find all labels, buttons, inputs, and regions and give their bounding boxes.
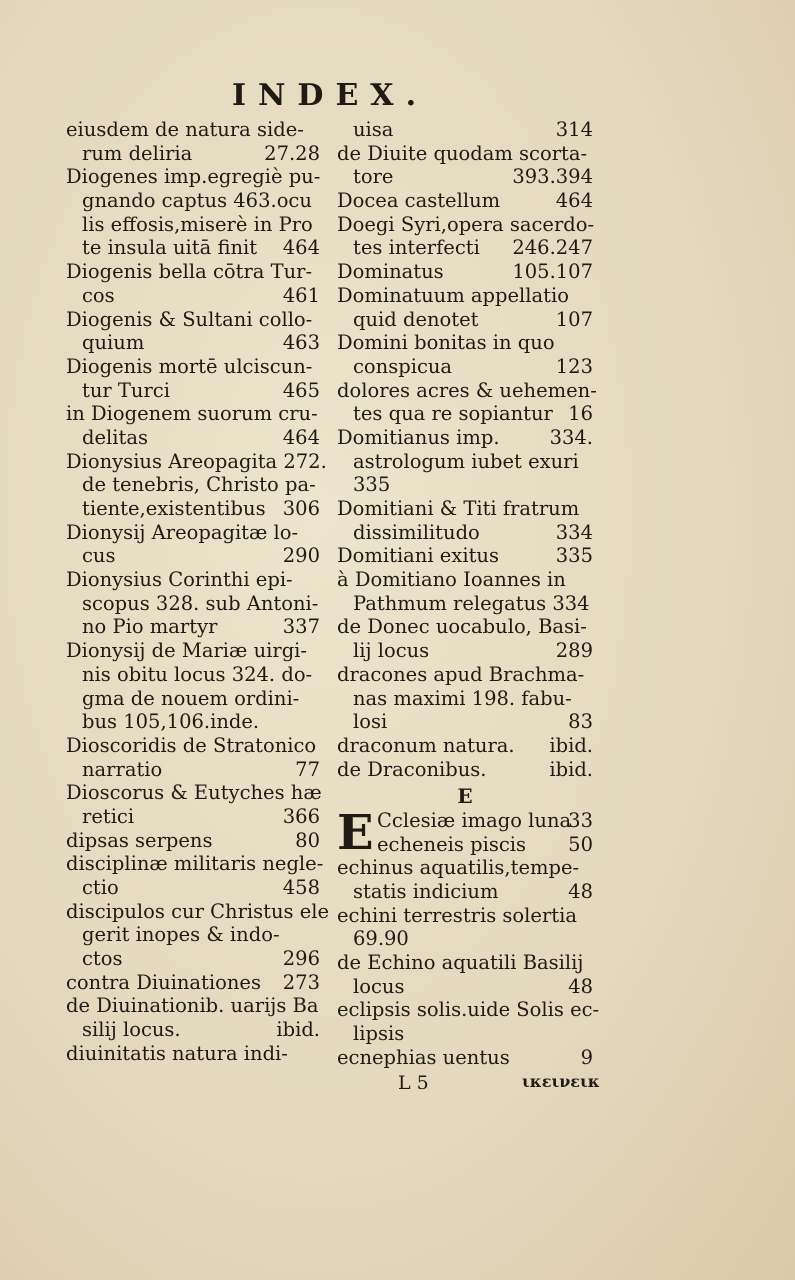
entry-text: discipulos cur Christus ele bbox=[66, 899, 330, 923]
catchword: ικεινεικ bbox=[522, 1072, 600, 1091]
index-entry-line bbox=[66, 710, 320, 734]
page-title: INDEX. bbox=[231, 78, 429, 113]
index-entry-line bbox=[337, 213, 593, 237]
index-entry-line bbox=[66, 923, 320, 947]
index-entry-line bbox=[66, 876, 320, 900]
entry-text: Diogenes imp.egregiè pu- bbox=[66, 165, 321, 189]
page-reference: ibid. bbox=[549, 733, 593, 757]
index-entry-line bbox=[66, 236, 320, 260]
index-entry-line bbox=[66, 260, 320, 284]
index-entry-line bbox=[337, 355, 593, 379]
entry-text: Domitianus imp. bbox=[337, 425, 500, 449]
index-entry-line bbox=[66, 331, 320, 355]
entry-text: echeneis piscis bbox=[377, 832, 526, 856]
entry-text: astrologum iubet exuri bbox=[353, 449, 579, 473]
index-entry-line bbox=[337, 1022, 593, 1046]
index-entry-line bbox=[66, 402, 320, 426]
entry-text: in Diogenem suorum cru- bbox=[66, 402, 318, 426]
entry-text: lipsis bbox=[353, 1022, 405, 1046]
entry-text: nis obitu locus 324. do- bbox=[82, 662, 313, 686]
entry-text: 69.90 bbox=[353, 927, 409, 951]
index-entry-line bbox=[337, 521, 593, 545]
entry-text: de tenebris, Christo pa- bbox=[82, 473, 316, 497]
index-entry-line bbox=[66, 497, 320, 521]
page-reference: 48 bbox=[568, 974, 593, 998]
index-entry-line bbox=[337, 308, 593, 332]
entry-text: te insula uitā finit bbox=[82, 236, 258, 260]
page-reference: 48 bbox=[568, 880, 593, 903]
section-letter-e: E bbox=[457, 784, 473, 809]
entry-text: conspicua bbox=[353, 354, 453, 378]
index-entry-line bbox=[337, 615, 593, 639]
index-entry-line bbox=[337, 331, 593, 355]
entry-text: Docea castellum bbox=[337, 189, 501, 213]
page-reference: 464 bbox=[555, 189, 593, 213]
index-entry-line bbox=[337, 284, 593, 308]
index-entry-line bbox=[66, 734, 320, 758]
entry-text: Dominatus bbox=[337, 260, 444, 284]
index-entry-line bbox=[337, 856, 593, 880]
page-reference: ibid. bbox=[276, 1018, 320, 1042]
page-reference: 458 bbox=[282, 876, 320, 899]
index-entry-line bbox=[337, 497, 593, 521]
entry-text: tes interfecti bbox=[353, 236, 480, 260]
index-entry-line bbox=[66, 165, 320, 189]
entry-text: dissimilitudo bbox=[353, 520, 480, 544]
page-reference: 33 bbox=[568, 808, 593, 832]
index-entry-line bbox=[337, 710, 593, 734]
index-entry-line bbox=[66, 592, 320, 616]
entry-text: cus bbox=[82, 544, 116, 568]
index-entry-line bbox=[66, 426, 320, 450]
index-entry-line bbox=[66, 568, 320, 592]
index-entry-line bbox=[66, 639, 320, 663]
entry-text: no Pio martyr bbox=[82, 615, 218, 639]
index-entry-line bbox=[66, 663, 320, 687]
index-entry-line bbox=[66, 449, 327, 474]
entry-text: lij locus bbox=[353, 639, 430, 663]
entry-text: tiente,existentibus bbox=[82, 497, 266, 520]
index-entry-line bbox=[337, 118, 593, 142]
page-reference: 107 bbox=[555, 307, 593, 331]
index-entry-line bbox=[66, 118, 320, 142]
right-column bbox=[337, 118, 600, 1070]
entry-text: diuinitatis natura indi- bbox=[66, 1041, 288, 1065]
entry-text: de Draconibus. bbox=[337, 757, 487, 781]
entry-text: de Echino aquatili Basilij bbox=[337, 951, 584, 975]
index-entry-line bbox=[66, 852, 324, 876]
index-entry-line bbox=[66, 308, 320, 332]
index-entry-line bbox=[66, 213, 320, 237]
entry-text: Domitiani exitus bbox=[337, 544, 499, 568]
entry-text: Domini bonitas in quo bbox=[337, 331, 555, 355]
index-entry-line bbox=[66, 758, 320, 782]
index-entry-line bbox=[337, 639, 593, 663]
index-entry-line bbox=[66, 379, 320, 403]
index-entry-line bbox=[337, 833, 593, 857]
entry-text: à Domitiano Ioannes in bbox=[337, 568, 566, 592]
entry-text: draconum natura. bbox=[337, 733, 515, 757]
index-entry-line bbox=[66, 994, 320, 1018]
index-entry-line bbox=[337, 165, 593, 189]
entry-text: uisa bbox=[353, 118, 394, 141]
index-entry-line bbox=[66, 971, 320, 995]
page-reference: 314 bbox=[555, 118, 593, 141]
entry-text: Dionysij de Mariæ uirgi- bbox=[66, 639, 307, 663]
index-entry-line bbox=[337, 809, 593, 833]
index-entry-line bbox=[337, 687, 593, 711]
entry-text: ecnephias uentus bbox=[337, 1045, 510, 1069]
index-entry-line bbox=[66, 142, 320, 166]
entry-text: dolores acres & uehemen- bbox=[337, 378, 597, 402]
entry-text: Domitiani & Titi fratrum bbox=[337, 497, 580, 520]
index-entry-line bbox=[337, 473, 593, 497]
index-entry-line bbox=[337, 450, 593, 474]
index-entry-line bbox=[337, 260, 593, 284]
index-entry-line bbox=[337, 378, 597, 403]
page-reference: 465 bbox=[282, 378, 320, 402]
entry-text: dracones apud Brachma- bbox=[337, 662, 585, 686]
entry-text: bus 105,106.inde. bbox=[82, 710, 260, 734]
entry-text: tur Turci bbox=[82, 378, 170, 402]
entry-text: Pathmum relegatus 334 bbox=[353, 591, 590, 615]
entry-text: disciplinæ militaris negle- bbox=[66, 852, 324, 876]
index-entry-line bbox=[337, 904, 593, 928]
drop-cap: E bbox=[337, 804, 374, 861]
entry-text: Dionysij Areopagitæ lo- bbox=[66, 520, 299, 544]
index-entry-line bbox=[337, 951, 593, 975]
page-reference: 464 bbox=[282, 236, 320, 260]
index-entry-line bbox=[66, 189, 320, 213]
index-entry-line bbox=[337, 236, 593, 260]
entry-text: tes qua re sopiantur bbox=[353, 402, 553, 426]
index-entry-line bbox=[337, 975, 593, 999]
index-entry-line bbox=[66, 899, 330, 924]
index-entry-line bbox=[337, 544, 593, 568]
entry-text: rum deliria bbox=[82, 141, 193, 165]
page-reference: 123 bbox=[555, 354, 593, 378]
index-entry-line bbox=[66, 829, 320, 853]
entry-text: Dioscorus & Eutyches hæ bbox=[66, 781, 322, 805]
entry-text: contra Diuinationes bbox=[66, 970, 261, 994]
page-reference: 335 bbox=[555, 544, 593, 568]
entry-text: silij locus. bbox=[82, 1018, 181, 1042]
index-entry-line bbox=[337, 142, 593, 166]
page-reference: 334. bbox=[549, 425, 593, 449]
page-reference: 463 bbox=[282, 331, 320, 355]
entry-text: quium bbox=[82, 331, 145, 355]
index-entry-line bbox=[66, 355, 320, 379]
page-reference: 273 bbox=[282, 970, 320, 994]
page-reference: 337 bbox=[282, 615, 320, 639]
entry-text: de Donec uocabulo, Basi- bbox=[337, 615, 587, 639]
entry-text: Diogenis & Sultani collo- bbox=[66, 307, 313, 331]
page-reference: 296 bbox=[282, 947, 320, 971]
entry-text: Cclesiæ imago luna bbox=[377, 808, 572, 832]
index-entry-line bbox=[337, 189, 593, 213]
entry-text: eiusdem de natura side- bbox=[66, 118, 304, 141]
index-entry-line bbox=[337, 998, 600, 1022]
index-entry-line bbox=[337, 927, 593, 951]
entry-text: retici bbox=[82, 804, 135, 828]
index-entry-line bbox=[337, 1046, 593, 1070]
index-entry-line bbox=[66, 947, 320, 971]
entry-text: scopus 328. sub Antoni- bbox=[82, 591, 319, 615]
index-entry-line bbox=[66, 615, 320, 639]
page-reference: 77 bbox=[295, 757, 320, 781]
entry-text: Diogenis mortē ulciscun- bbox=[66, 354, 313, 378]
entry-text: gerit inopes & indo- bbox=[82, 923, 280, 947]
entry-text: dipsas serpens bbox=[66, 828, 213, 852]
page-reference: 9 bbox=[580, 1045, 593, 1069]
page-reference: 83 bbox=[568, 710, 593, 734]
entry-text: Dionysius Areopagita 272. bbox=[66, 449, 327, 473]
page-reference: 27.28 bbox=[264, 141, 320, 165]
page-reference: 461 bbox=[282, 283, 320, 307]
entry-text: cos bbox=[82, 283, 115, 307]
entry-text: 335 bbox=[353, 473, 391, 497]
entry-text: losi bbox=[353, 710, 388, 734]
entry-text: Doegi Syri,opera sacerdo- bbox=[337, 212, 595, 236]
entry-text: echini terrestris solertia bbox=[337, 903, 577, 927]
signature-mark: L 5 bbox=[398, 1072, 429, 1094]
page-reference: 290 bbox=[282, 544, 320, 568]
page-reference: 80 bbox=[295, 828, 320, 852]
index-entry-line bbox=[337, 880, 593, 904]
page-reference: 393.394 bbox=[512, 165, 593, 189]
entry-text: narratio bbox=[82, 757, 163, 781]
index-entry-line bbox=[337, 663, 593, 687]
page-reference: 16 bbox=[568, 402, 593, 426]
entry-text: de Diuinationib. uarijs Ba bbox=[66, 994, 319, 1018]
entry-text: Diogenis bella cōtra Tur- bbox=[66, 260, 313, 284]
entry-text: ctio bbox=[82, 876, 119, 899]
index-entry-line bbox=[66, 521, 320, 545]
entry-text: Dominatuum appellatio bbox=[337, 283, 569, 307]
entry-text: nas maximi 198. fabu- bbox=[353, 686, 572, 710]
entry-text: eclipsis solis.uide Solis ec- bbox=[337, 998, 600, 1022]
left-column bbox=[66, 118, 330, 1066]
index-entry-line bbox=[337, 592, 593, 616]
index-entry-line bbox=[337, 426, 593, 450]
entry-text: Dioscoridis de Stratonico bbox=[66, 733, 317, 757]
page-reference: 464 bbox=[282, 425, 320, 449]
page-reference: 334 bbox=[555, 520, 593, 544]
index-entry-line bbox=[337, 402, 593, 426]
index-entry-line bbox=[66, 781, 320, 805]
index-entry-line bbox=[66, 544, 320, 568]
entry-text: quid denotet bbox=[353, 307, 479, 331]
page-reference: 306 bbox=[282, 497, 320, 520]
index-entry-line bbox=[66, 473, 320, 497]
index-entry-line bbox=[337, 568, 593, 592]
index-entry-line bbox=[66, 1018, 320, 1042]
index-entry-line bbox=[337, 758, 593, 782]
index-entry-line bbox=[66, 805, 320, 829]
entry-text: tore bbox=[353, 165, 394, 189]
section-e-entries bbox=[337, 804, 600, 1070]
page-reference: 105.107 bbox=[512, 260, 593, 284]
page-reference: ibid. bbox=[549, 757, 593, 781]
index-entry-line bbox=[66, 284, 320, 308]
page-reference: 50 bbox=[568, 832, 593, 856]
entry-text: gnando captus 463.ocu bbox=[82, 189, 312, 213]
page-reference: 289 bbox=[555, 639, 593, 663]
entry-text: statis indicium bbox=[353, 880, 499, 903]
index-entry-line bbox=[66, 687, 320, 711]
page-reference: 246.247 bbox=[512, 236, 593, 260]
entry-text: de Diuite quodam scorta- bbox=[337, 141, 588, 165]
entry-text: delitas bbox=[82, 425, 148, 449]
entry-text: echinus aquatilis,tempe- bbox=[337, 856, 580, 880]
entry-text: Dionysius Corinthi epi- bbox=[66, 568, 293, 592]
index-entry-line bbox=[337, 734, 593, 758]
page-reference: 366 bbox=[282, 804, 320, 828]
entry-text: locus bbox=[353, 974, 405, 998]
entry-text: ctos bbox=[82, 947, 123, 971]
entry-text: lis effosis,miserè in Pro bbox=[82, 212, 313, 236]
index-entry-line bbox=[66, 1042, 320, 1066]
entry-text: gma de nouem ordini- bbox=[82, 686, 300, 710]
